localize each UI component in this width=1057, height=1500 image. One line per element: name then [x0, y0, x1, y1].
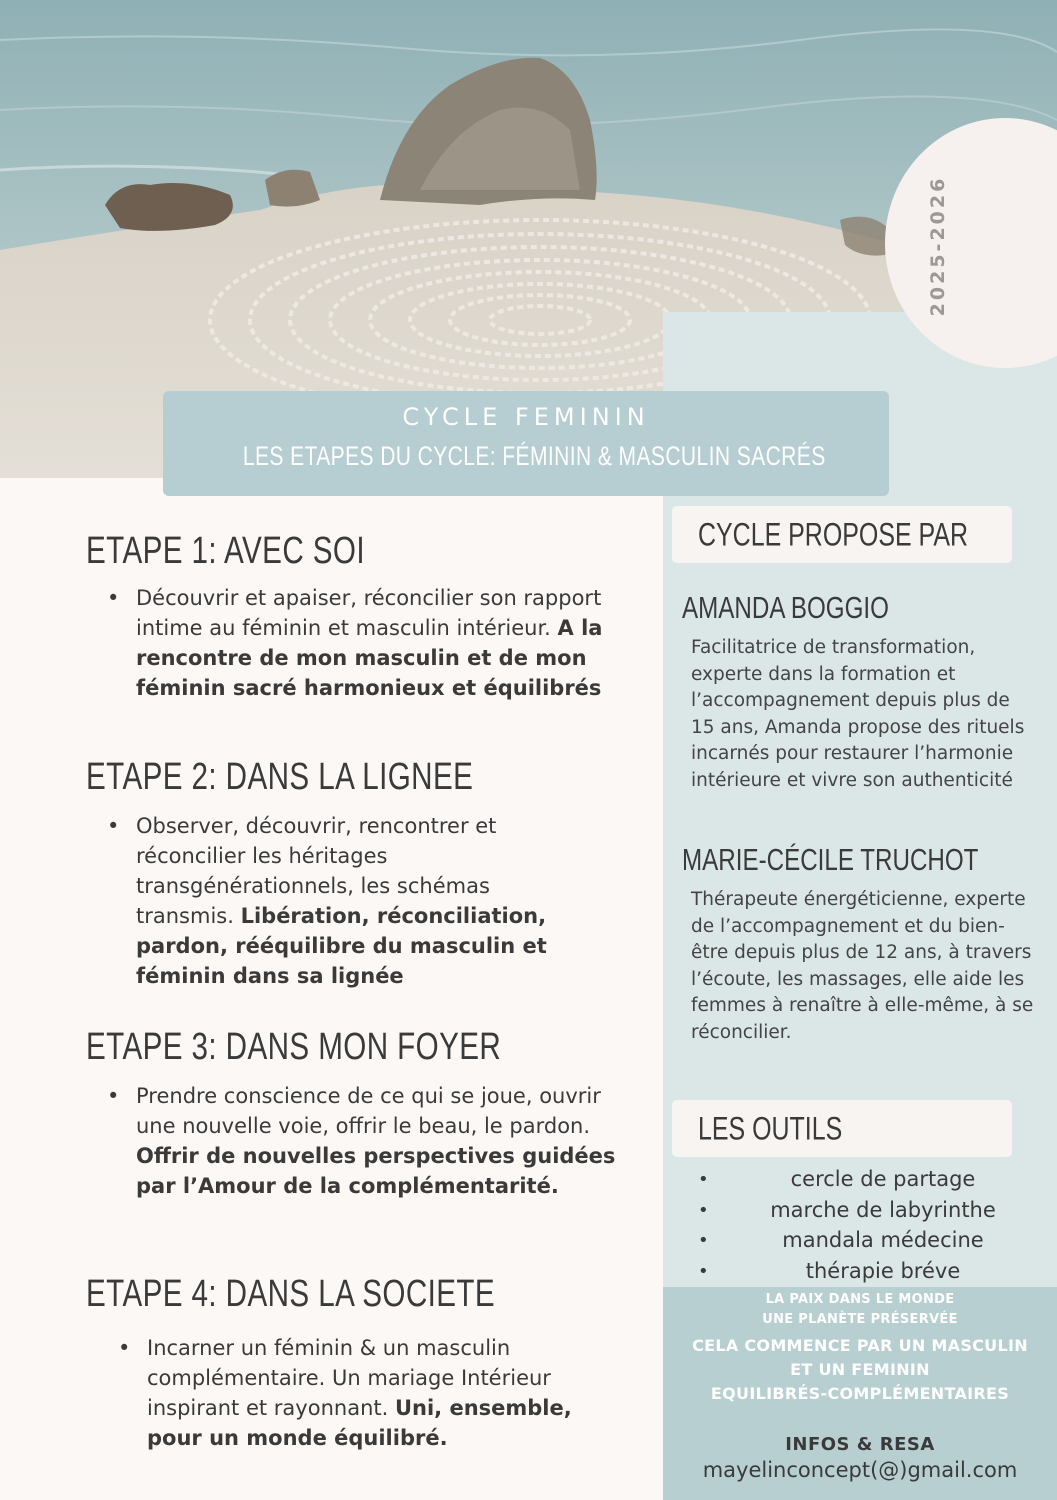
step-1-title: ETAPE 1: AVEC SOI: [86, 530, 365, 572]
tool-label: cercle de partage: [790, 1167, 976, 1191]
step-2-title: ETAPE 2: DANS LA LIGNEE: [86, 756, 474, 798]
footer-line-4: ET UN FEMININ: [790, 1360, 930, 1379]
tool-label: thérapie bréve: [805, 1258, 961, 1283]
footer-panel: [663, 1287, 1057, 1500]
step-4-title: ETAPE 4: DANS LA SOCIETE: [86, 1273, 496, 1315]
step-4-body: [118, 1333, 623, 1453]
list-item: [698, 1259, 1038, 1290]
proposed-by-heading: CYCLE PROPOSE PAR: [698, 516, 969, 552]
step-2-body: [107, 811, 577, 991]
tools-list: [698, 1167, 1038, 1289]
person-2-name: MARIE-CÉCILE TRUCHOT: [682, 842, 979, 877]
step-3-bold: Offrir de nouvelles perspectives guidées par l’Amour de la complémentarité.: [136, 1144, 616, 1198]
bullet-icon: •: [107, 814, 120, 838]
footer-line-1: LA PAIX DANS LE MONDE: [765, 1292, 955, 1307]
list-item: [698, 1198, 1038, 1229]
step-1-text: Découvrir et apaiser, réconcilier son rapport intime au féminin et masculin intérieur.: [136, 586, 602, 640]
bullet-icon: •: [118, 1336, 131, 1360]
list-item: [698, 1228, 1038, 1259]
bullet-icon: •: [107, 586, 120, 610]
tools-heading: LES OUTILS: [698, 1110, 843, 1146]
step-2-bold: Libération, réconciliation, pardon, rééquilibre du masculin et féminin dans sa lignée: [136, 904, 547, 988]
step-4-text: Incarner un féminin & un masculin complémentaire. Un mariage Intérieur inspirant et rayonnant.: [147, 1336, 551, 1420]
list-item: [698, 1167, 1038, 1198]
year-label: 2025-2026: [927, 175, 949, 317]
step-4-bold: Uni, ensemble, pour un monde équilibré.: [147, 1396, 572, 1450]
tools-card: [672, 1100, 1012, 1157]
infos-label: INFOS & RESA: [785, 1434, 935, 1455]
banner-subtitle: LES ETAPES DU CYCLE: FÉMININ & MASCULIN SACRÉS: [242, 441, 826, 471]
bullet-icon: •: [698, 1199, 709, 1221]
proposed-by-card: [672, 506, 1012, 563]
contact-email[interactable]: mayelinconcept(@)gmail.com: [702, 1458, 1018, 1482]
tool-label: mandala médecine: [782, 1228, 984, 1252]
person-2-bio: Thérapeute énergéticienne, experte de l’accompagnement et du bien-être depuis plus de 12 ans, à travers l’écoute, les massages, elle aide les femmes à renaître à elle-même, à se réconcilier.: [691, 889, 1034, 1043]
banner-title: CYCLE FEMININ: [402, 403, 650, 431]
step-1-bold: A la rencontre de mon masculin et de mon féminin sacré harmonieux et équilibrés: [136, 616, 603, 700]
bullet-icon: •: [698, 1260, 709, 1282]
bullet-icon: •: [107, 1084, 120, 1108]
title-banner: [163, 391, 889, 496]
step-3-body: [107, 1081, 627, 1201]
person-1-name: AMANDA BOGGIO: [682, 590, 889, 625]
bullet-icon: •: [698, 1169, 709, 1190]
tool-label: marche de labyrinthe: [770, 1197, 996, 1222]
footer-line-2: UNE PLANÈTE PRÉSERVÉE: [762, 1312, 958, 1327]
step-1-body: [107, 583, 647, 703]
step-3-text: Prendre conscience de ce qui se joue, ouvrir une nouvelle voie, offrir le beau, le pardon.: [136, 1084, 601, 1138]
step-3-title: ETAPE 3: DANS MON FOYER: [86, 1026, 502, 1068]
footer-line-3: CELA COMMENCE PAR UN MASCULIN: [692, 1336, 1028, 1355]
bullet-icon: •: [698, 1230, 709, 1251]
footer-line-5: EQUILIBRÉS-COMPLÉMENTAIRES: [710, 1384, 1010, 1403]
person-1-bio: Facilitatrice de transformation, experte dans la formation et l’accompagnement depuis plus de 15 ans, Amanda propose des rituels incarnés pour restaurer l’harmonie intérieure et vivre son authenticité: [691, 637, 1025, 791]
step-2-text: Observer, découvrir, rencontrer et réconcilier les héritages transgénérationnels, les schémas transmis.: [136, 814, 497, 928]
